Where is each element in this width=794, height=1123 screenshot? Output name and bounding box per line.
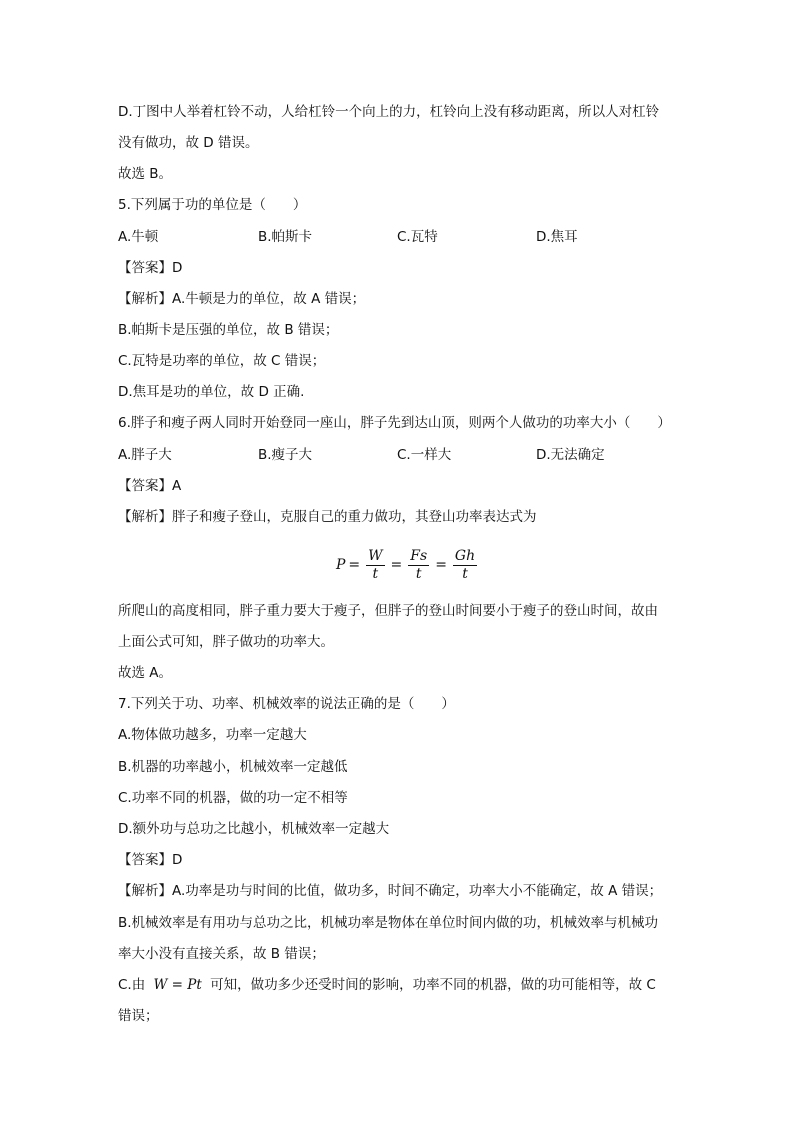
analysis-line: 所爬山的高度相同，胖子重力要大于瘦子，但胖子的登山时间要小于瘦子的登山时间，故由 xyxy=(118,603,658,619)
fraction-gh-t: $\frac{Gh}{t}$ xyxy=(454,547,476,582)
analysis-line-inline-formula: C.由 W = Pt 可知，做功多少还受时间的影响，功率不同的机器，做的功可能相等，故 C xyxy=(118,977,656,993)
text-line: 没有做功，故 D 错误。 xyxy=(118,135,259,151)
inline-formula: W = Pt xyxy=(153,977,202,993)
analysis-line: D.焦耳是功的单位，故 D 正确. xyxy=(118,384,305,400)
q7-option-d: D.额外功与总功之比越小，机械效率一定越大 xyxy=(118,821,390,837)
question-7: 7.下列关于功、功率、机械效率的说法正确的是（ ） xyxy=(118,696,455,712)
q5-option-d: D.焦耳 xyxy=(536,229,578,245)
answer-label: 【答案】A xyxy=(118,478,182,494)
text-line: D.丁图中人举着杠铃不动，人给杠铃一个向上的力，杠铃向上没有移动距离，所以人对杠铃 xyxy=(118,104,660,120)
power-formula: P = $\frac{W}{t}$ = $\frac{Fs}{t}$ = $\frac{Gh}{t}$ xyxy=(336,547,476,582)
analysis-line: 率大小没有直接关系，故 B 错误； xyxy=(118,946,325,962)
text-line: 故选 B。 xyxy=(118,166,173,182)
q5-option-c: C.瓦特 xyxy=(397,229,438,245)
analysis-line: 【解析】胖子和瘦子登山，克服自己的重力做功，其登山功率表达式为 xyxy=(118,509,537,525)
q6-option-d: D.无法确定 xyxy=(536,447,605,463)
q6-option-b: B.瘦子大 xyxy=(258,447,313,463)
analysis-line: 【解析】A.牛顿是力的单位，故 A 错误； xyxy=(118,291,366,307)
question-6: 6.胖子和瘦子两人同时开始登同一座山，胖子先到达山顶，则两个人做功的功率大小（ ） xyxy=(118,415,671,431)
analysis-line: B.帕斯卡是压强的单位，故 B 错误； xyxy=(118,322,339,338)
answer-label: 【答案】D xyxy=(118,260,183,276)
question-5: 5.下列属于功的单位是（ ） xyxy=(118,197,307,213)
analysis-line: 错误； xyxy=(118,1008,159,1024)
q7-option-c: C.功率不同的机器，做的功一定不相等 xyxy=(118,790,348,806)
fraction-fs-t: $\frac{Fs}{t}$ xyxy=(410,547,428,582)
q6-option-a: A.胖子大 xyxy=(118,447,172,463)
analysis-line: 上面公式可知，胖子做功的功率大。 xyxy=(118,634,334,650)
q7-option-a: A.物体做功越多，功率一定越大 xyxy=(118,727,307,743)
q6-option-c: C.一样大 xyxy=(397,447,452,463)
analysis-line: C.瓦特是功率的单位，故 C 错误； xyxy=(118,353,326,369)
text-line: 故选 A。 xyxy=(118,665,173,681)
analysis-line: 【解析】A.功率是功与时间的比值，做功多，时间不确定，功率大小不能确定，故 A 错误； xyxy=(118,883,663,899)
q5-option-b: B.帕斯卡 xyxy=(258,229,313,245)
q5-option-a: A.牛顿 xyxy=(118,229,159,245)
q7-option-b: B.机器的功率越小，机械效率一定越低 xyxy=(118,759,348,775)
fraction-w-t: $\frac{W}{t}$ xyxy=(368,547,383,582)
answer-label: 【答案】D xyxy=(118,852,183,868)
analysis-line: B.机械效率是有用功与总功之比，机械功率是物体在单位时间内做的功，机械效率与机械功 xyxy=(118,915,659,931)
